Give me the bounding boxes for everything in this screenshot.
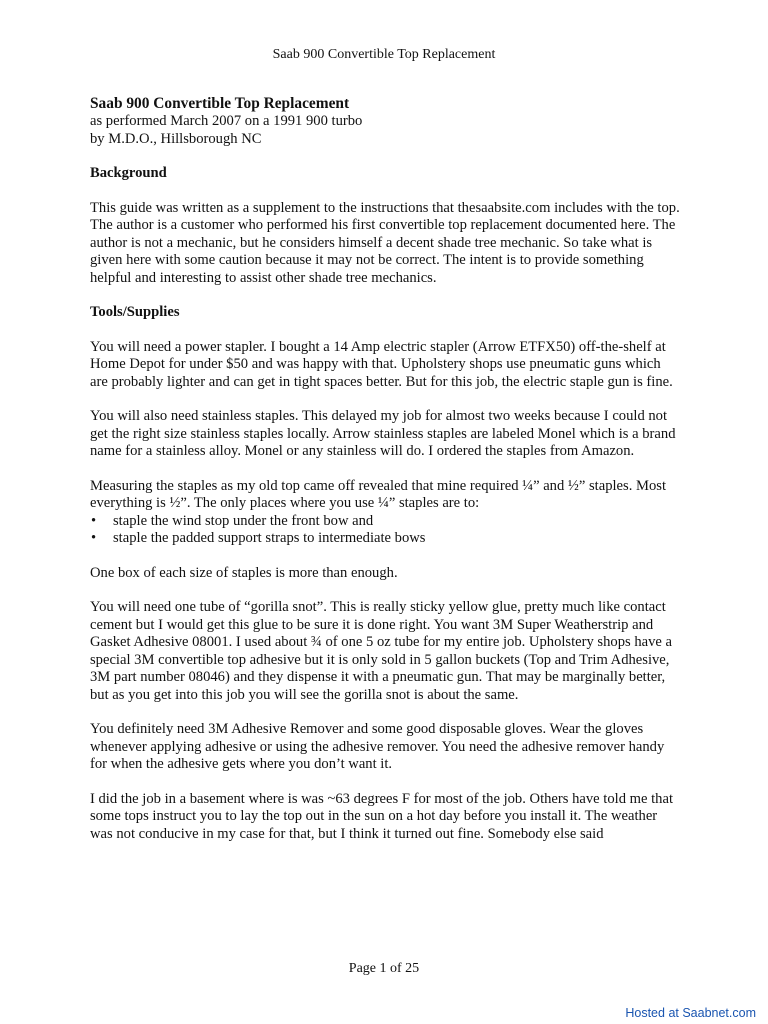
list-item: [90, 530, 680, 548]
bullet-list: [90, 513, 680, 548]
paragraph-adhesive-remover: You definitely need 3M Adhesive Remover and some good disposable gloves. Wear the gloves whenever applying adhesive or using the adhesive remover. You need the adhesive remover handy for when the adhesive gets where you don’t want it.: [90, 721, 665, 772]
paragraph-temperature: I did the job in a basement where is was ~63 degrees F for most of the job. Others have told me that some tops instruct you to lay the top out in the sun on a hot day before you install it. The weather was not conducive in my case for that, but I think it turned out fine. Somebody else said: [90, 790, 673, 842]
hosted-at-link[interactable]: Hosted at Saabnet.com: [625, 1006, 756, 1020]
document-title: Saab 900 Convertible Top Replacement: [90, 95, 350, 112]
subtitle-line-2: by M.D.O., Hillsborough NC: [90, 130, 262, 147]
list-item: [90, 513, 680, 531]
section-heading-background: Background: [90, 165, 167, 181]
paragraph-power-stapler: You will need a power stapler. I bought a 14 Amp electric stapler (Arrow ETFX50) off-the-shelf at Home Depot for under $50 and was happy with that. Upholstery shops use pneumatic guns which are probably lighter and can get in tight spaces better. But for this job, the electric staple gun is fine.: [90, 338, 673, 390]
list-item-text: staple the wind stop under the front bow and: [113, 512, 374, 529]
bullet-icon: •: [91, 530, 97, 546]
page-number: Page 1 of 25: [348, 961, 420, 976]
paragraph-gorilla-snot: You will need one tube of “gorilla snot”. This is really sticky yellow glue, pretty much like contact cement but I would get this glue to be sure it is done right. You want 3M Super Weatherstrip and Gasket Adhesive 08001. I used about ¾ of one 5 oz tube for my entire job. Upholstery shops have a special 3M convertible top adhesive but it is only sold in 5 gallon buckets (Top and Trim Adhesive, 3M part number 08046) and they dispense it with a pneumatic gun. That may be marginally better, but as you get into this job you will see the gorilla snot is about the same.: [90, 599, 673, 703]
section-heading-tools: Tools/Supplies: [90, 304, 180, 320]
subtitle-line-1: as performed March 2007 on a 1991 900 turbo: [90, 113, 363, 129]
bullet-icon: •: [91, 512, 97, 529]
running-header: Saab 900 Convertible Top Replacement: [272, 47, 496, 62]
paragraph-staple-sizes: Measuring the staples as my old top came off revealed that mine required ¼” and ½” staples. Most everything is ½”. The only places where you use ¼” staples are to:: [90, 477, 667, 511]
paragraph-background: This guide was written as a supplement to the instructions that thesaabsite.com includes with the top. The author is a customer who performed his first convertible top replacement documented here. The author is not a mechanic, but he considers himself a decent shade tree mechanic. So take what is given here with some caution because it may not be correct. The intent is to provide something helpful and interesting to assist other shade tree mechanics.: [90, 199, 680, 286]
document-body: [90, 94, 680, 843]
paragraph-staple-boxes: One box of each size of staples is more than enough.: [90, 564, 398, 581]
list-item-text: staple the padded support straps to intermediate bows: [113, 530, 426, 546]
paragraph-stainless-staples: You will also need stainless staples. This delayed my job for almost two weeks because I could not get the right size stainless staples locally. Arrow stainless staples are labeled Monel which is a brand name for a stainless alloy. Monel or any stainless will do. I ordered the staples from Amazon.: [90, 408, 676, 459]
